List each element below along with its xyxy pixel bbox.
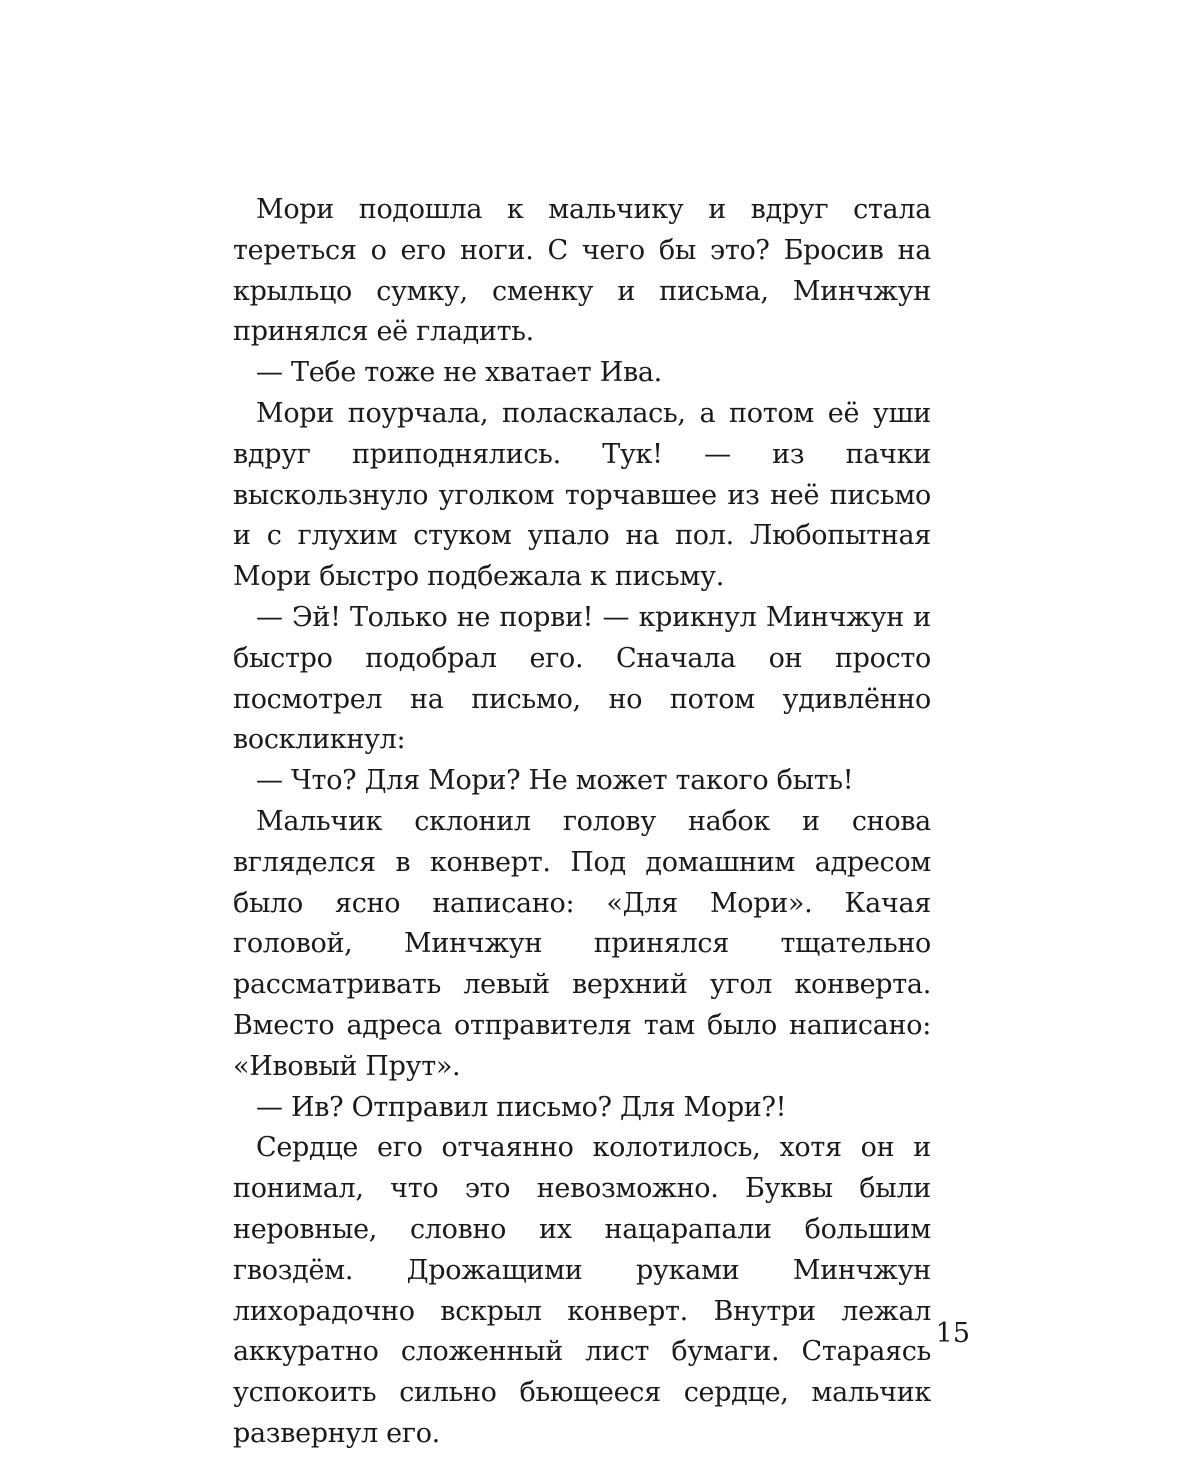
paragraph-6: Мальчик склонил голову набок и снова вгляделся в конверт. Под домашним адресом было ясно написано: «Для Мори». Качая головой, Минчжун принялся тщательно рассматривать левый верхний угол конверта. Вместо адреса отправителя там было написано: «Ивовый Прут».: [233, 805, 931, 1082]
paragraph-7: — Ив? Отправил письмо? Для Мори?!: [256, 1091, 787, 1123]
paragraph-3: Мори поурчала, поласкалась, а потом её уши вдруг приподнялись. Тук! — из пачки выскользнуло уголком торчавшее из неё письмо и с глухим стуком упало на пол. Любопытная Мори быстро подбежала к письму.: [233, 397, 931, 593]
paragraph-4: — Эй! Только не порви! — крикнул Минчжун и быстро подобрал его. Сначала он просто посмотрел на письмо, но потом удивлённо воскликнул:: [233, 601, 931, 756]
body-text: [233, 190, 931, 1455]
paragraph-1: Мори подошла к мальчику и вдруг стала тереться о его ноги. С чего бы это? Бросив на крыльцо сумку, сменку и письма, Минчжун принялся её гладить.: [233, 194, 931, 348]
paragraph-8: Сердце его отчаянно колотилось, хотя он и понимал, что это невозможно. Буквы были неровные, словно их нацарапали большим гвоздём. Дрожащими руками Минчжун лихорадочно вскрыл конверт. Внутри лежал аккуратно сложенный лист бумаги. Стараясь успокоить сильно бьющееся сердце, мальчик развернул его.: [233, 1132, 931, 1449]
page-number: 15: [935, 1318, 970, 1349]
paragraph-5: — Что? Для Мори? Не может такого быть!: [256, 765, 854, 797]
paragraph-2: — Тебе тоже не хватает Ива.: [256, 357, 662, 389]
